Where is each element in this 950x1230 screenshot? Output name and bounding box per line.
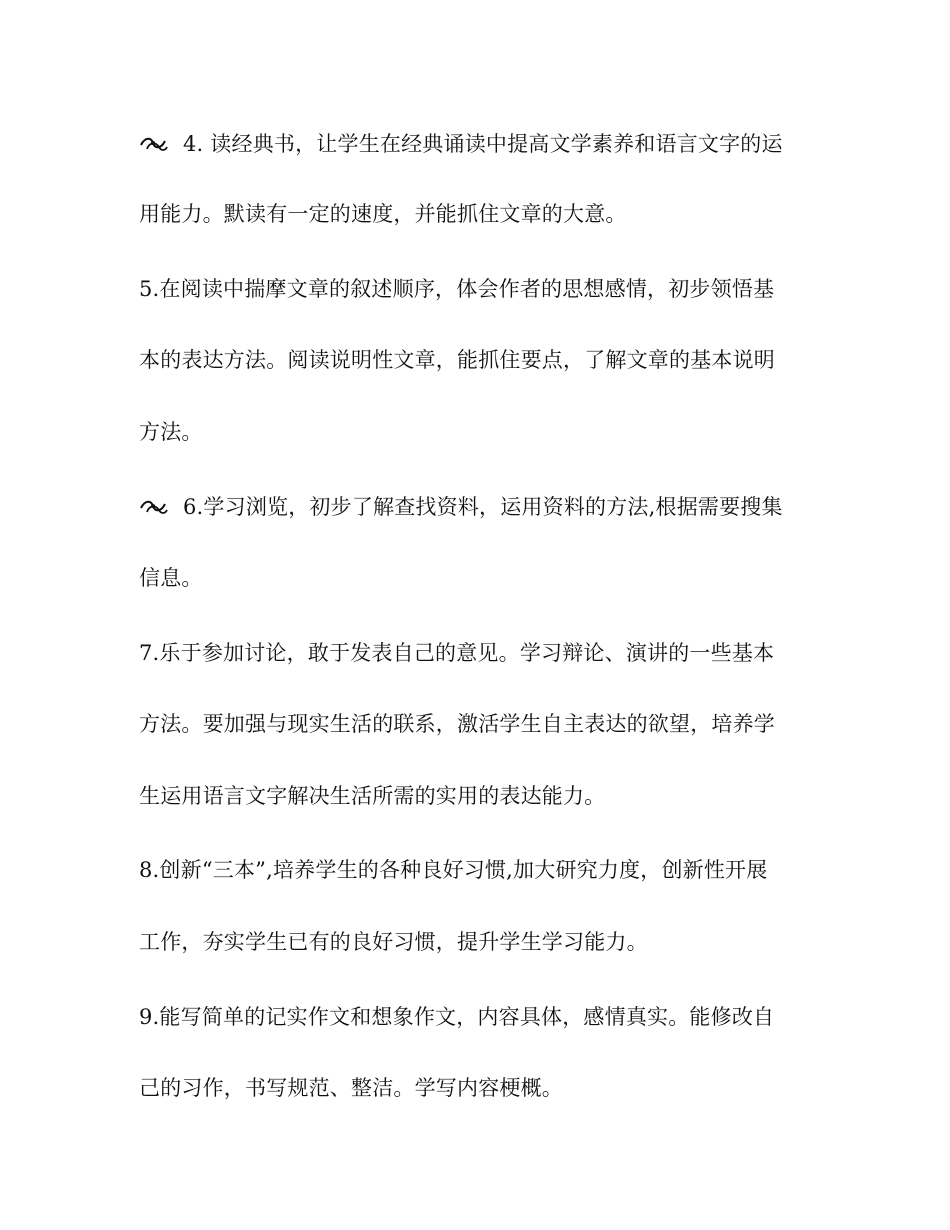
- paragraph-5-line-2: 本的表达方法。阅读说明性文章，能抓住要点，了解文章的基本说明: [139, 348, 775, 372]
- paragraph-6-text-1: 6.学习浏览，初步了解查找资料，运用资料的方法,根据需要搜集: [183, 495, 783, 519]
- paragraph-6-line-2: 信息。: [139, 566, 203, 590]
- paragraph-7-line-3: 生运用语言文字解决生活所需的实用的表达能力。: [139, 784, 606, 808]
- paragraph-4-line-2: 用能力。默读有一定的速度，并能抓住文章的大意。: [139, 202, 627, 226]
- paragraph-8-line-1: 8.创新“三本”,培养学生的各种良好习惯,加大研究力度，创新性开展: [139, 858, 768, 882]
- ornament-bullet-icon: [139, 496, 169, 518]
- paragraph-4-line-1: [139, 129, 819, 159]
- paragraph-6-line-1: [139, 492, 819, 522]
- paragraph-9-line-1: 9.能写简单的记实作文和想象作文，内容具体，感情真实。能修改自: [139, 1005, 775, 1029]
- ornament-bullet-icon: [139, 133, 169, 155]
- paragraph-7-line-2: 方法。要加强与现实生活的联系，激活学生自主表达的欲望，培养学: [139, 712, 775, 736]
- paragraph-8-line-2: 工作，夯实学生已有的良好习惯，提升学生学习能力。: [139, 930, 648, 954]
- paragraph-9-line-2: 己的习作，书写规范、整洁。学写内容梗概。: [139, 1076, 563, 1100]
- paragraph-5-line-3: 方法。: [139, 420, 203, 444]
- paragraph-5-line-1: 5.在阅读中揣摩文章的叙述顺序，体会作者的思想感情，初步领悟基: [139, 277, 775, 301]
- paragraph-4-text-1: 4. 读经典书，让学生在经典诵读中提高文学素养和语言文字的运: [183, 132, 783, 156]
- paragraph-7-line-1: 7.乐于参加讨论，敢于发表自己的意见。学习辩论、演讲的一些基本: [139, 641, 775, 665]
